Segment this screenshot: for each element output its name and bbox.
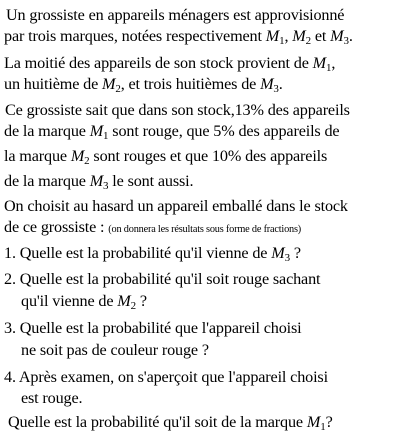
brand-m1-index: 1 <box>320 421 326 433</box>
brand-m1-letter: M <box>89 122 104 140</box>
colors-line-2 <box>4 121 339 141</box>
question-text: 1. Quelle est la probabilité qu'il vienne de <box>4 244 272 262</box>
intro-text: , <box>284 27 293 45</box>
brand-m3-letter: M <box>89 172 104 190</box>
colors-text: sont rouges et que 10% des appareils <box>89 147 328 165</box>
brand-m3-letter: M <box>271 244 285 262</box>
stock-text: un huitième de <box>4 75 102 93</box>
brand-m3-index: 3 <box>273 83 279 95</box>
stock-text: . <box>278 75 283 93</box>
question-text: ? <box>289 244 301 262</box>
brand-m3-index: 3 <box>284 252 290 264</box>
colors-text: la marque <box>4 147 71 165</box>
colors-text: le sont aussi. <box>108 172 194 190</box>
intro-text: Un grossiste en appareils ménagers est approvisionné <box>6 6 345 24</box>
brand-m3-letter: M <box>260 75 274 93</box>
question-4-line-2 <box>21 388 82 408</box>
brand-m3-letter: M <box>330 27 344 45</box>
stock-text: , <box>331 54 336 72</box>
question-text: qu'il vienne de <box>21 292 118 310</box>
question-4-line-1 <box>4 367 328 387</box>
question-text: ne soit pas de couleur rouge ? <box>21 341 209 359</box>
brand-m2-index: 2 <box>305 35 311 47</box>
question-text: ? <box>135 292 147 310</box>
brand-m2-letter: M <box>117 292 131 310</box>
draw-text: de ce grossiste : <box>4 218 109 236</box>
brand-m1-index: 1 <box>103 130 109 142</box>
question-2-line-1 <box>4 269 320 289</box>
brand-m3-index: 3 <box>343 35 349 47</box>
brand-m2-index: 2 <box>130 300 136 312</box>
colors-text: de la marque <box>4 122 90 140</box>
stock-text: , et trois huitièmes de <box>120 75 261 93</box>
colors-line-1 <box>5 100 350 120</box>
brand-m2-letter: M <box>70 147 85 165</box>
question-2-line-2 <box>21 291 147 311</box>
fraction-note: (on donnera les résultats sous forme de fractions) <box>108 224 302 235</box>
brand-m1-index: 1 <box>326 62 332 74</box>
colors-text: de la marque <box>4 172 90 190</box>
final-question <box>8 412 333 432</box>
draw-line-2 <box>4 217 301 240</box>
brand-m2-letter: M <box>102 75 116 93</box>
intro-line-2 <box>4 26 353 46</box>
draw-text: On choisit au hasard un appareil emballé dans le stock <box>4 197 348 215</box>
colors-line-4 <box>4 171 193 191</box>
colors-text: Ce grossiste sait que dans son stock,13% des appareils <box>5 101 350 119</box>
brand-m1-letter: M <box>312 54 327 72</box>
brand-m1-letter: M <box>306 413 321 431</box>
intro-line-1 <box>6 5 344 25</box>
brand-m2-letter: M <box>292 27 306 45</box>
intro-text: par trois marques, notées respectivement <box>4 27 266 45</box>
stock-line-1 <box>4 53 335 73</box>
question-text: ? <box>325 413 333 431</box>
question-text: 3. Quelle est la probabilité que l'appareil choisi <box>4 319 302 337</box>
colors-line-3 <box>4 146 327 166</box>
colors-text: sont rouge, que 5% des appareils de <box>108 122 340 140</box>
intro-text: . <box>348 27 353 45</box>
draw-line-1 <box>4 196 348 216</box>
question-text: Quelle est la probabilité qu'il soit de la marque <box>8 413 307 431</box>
brand-m1-index: 1 <box>279 35 285 47</box>
stock-text: La moitié des appareils de son stock provient de <box>4 54 313 72</box>
question-3-line-2 <box>21 340 209 360</box>
brand-m2-index: 2 <box>115 83 121 95</box>
brand-m2-index: 2 <box>84 155 90 167</box>
stock-line-2 <box>4 74 283 94</box>
question-text: 2. Quelle est la probabilité qu'il soit rouge sachant <box>4 270 321 288</box>
question-1 <box>4 243 301 263</box>
question-text: est rouge. <box>21 389 83 407</box>
question-text: 4. Après examen, on s'aperçoit que l'appareil choisi <box>4 368 328 386</box>
question-3-line-1 <box>4 318 302 338</box>
intro-text: et <box>310 27 331 45</box>
brand-m3-index: 3 <box>103 180 109 192</box>
brand-m1-letter: M <box>265 27 280 45</box>
